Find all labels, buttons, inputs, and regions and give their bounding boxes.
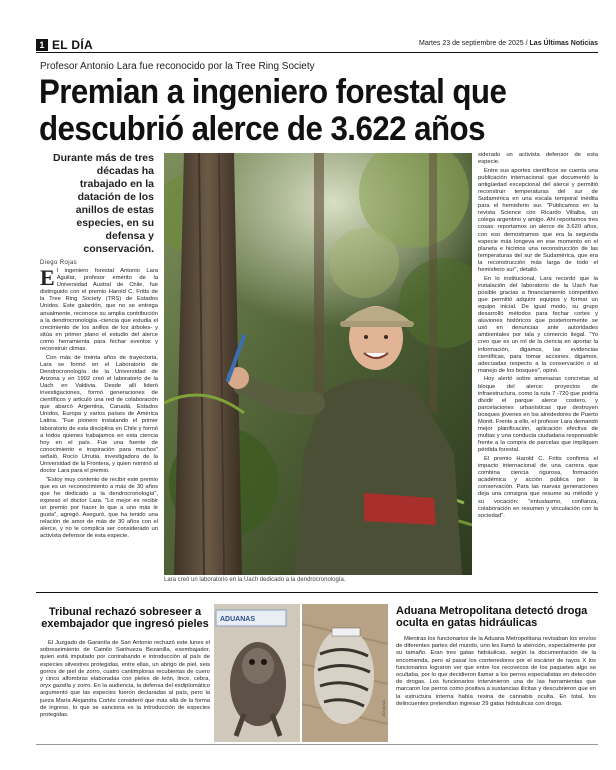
customs-tag-label: ADUANAS bbox=[220, 616, 255, 623]
dateline bbox=[419, 40, 598, 47]
section-number-icon: 1 bbox=[36, 39, 48, 51]
article-kicker: Profesor Antonio Lara fue reconocido por la Tree Ring Society bbox=[40, 61, 315, 72]
story-left-body bbox=[40, 640, 210, 740]
headline-line-1: Premian a ingeniero forestal que bbox=[39, 73, 507, 111]
photo-credit: ADUANA bbox=[381, 700, 386, 717]
paragraph: El ingeniero forestal Antonio Lara Aguilar, profesor emérito de la Universidad Austral de Chile, fue distinguido con el premio Harold C. Fritts de la Tree Ring Society (TRS) de Estados Unidos. Este galardón, que no se entrega anualmente, reconoce su amplia contribución a la dendrocronología -ciencia que estudia el crecimiento de los anillos de los árboles- y sitúa en primer plano el estudio del alerce como herramienta para fechar eventos y reconstruir climas. bbox=[40, 268, 158, 353]
paragraph: Hoy alertó sobre amenazas concretas al bloque del alerce: proyectos de infraestructura, como la ruta 7 -720 que podría dividir el parque alerce costero, y parcelaciones urbanísticas que destruyen bosques jóvenes en los alrededores de Puerto Montt. Frente a ello, el profesor Lara demandó mejor planificación, aplicación efectiva de multas y una conducta ciudadana responsable frente a la compra de parcelas que impliquen pérdida forestal. bbox=[478, 376, 598, 454]
masthead bbox=[36, 38, 598, 52]
article-byline: Diego Rojas bbox=[40, 260, 78, 266]
section-label bbox=[36, 38, 93, 52]
section-name: EL DÍA bbox=[52, 38, 93, 52]
paragraph: En lo institucional, Lara recordó que la instalación del laboratorio de la Uach fue posible gracias a financiamiento competitivo que permitió adquirir equipos y formar un equipo inicial. De igual modo, su grupo desarrolló métodos para fechar cortes y aluviones históricos que posteriormente se usó en denuncias ante autoridades ambientales por tala y comercio ilegal. "Yo creo que es un rol de la ciencia en aportar la información, digamos, las evidencias científicas, para tomar acciones, digamos, adecuadas respecto a la conservación o al manejo de los bosques", opinó. bbox=[478, 275, 598, 374]
forest-portrait-illustration bbox=[164, 153, 472, 575]
story-right-headline: Aduana Metropolitana detectó droga oculta en gatas hidráulicas bbox=[396, 605, 588, 629]
story-right-body bbox=[396, 636, 596, 740]
bottom-rule bbox=[36, 744, 598, 745]
pelt-photo-1 bbox=[214, 604, 300, 742]
paragraph: Mientras los funcionarios de la Aduana Metropolitana revisaban los envíos de diferentes partes del mundo, uno les llamó la atención, especialmente por su tamaño. Eran tres gatas hidráulicas, según la documentación de la encomienda, pero al pasar los contenedores por el escáner de rayos X los funcionarios lograron ver que entre los recovecos de los paquetes algo se ocultaba, por lo que decidieron llamar a los perros especialistas en detección de drogas. Los funcionarios intervinieron una de las herramientas que marcaron los perros como positiva a sustancias ilícitas y descubrieron que en la estructura interna había resina de cannabis oculta. En total, los delincuentes pretendían ingresar 29 gatas hidráulicas con droga. bbox=[396, 636, 596, 707]
zebra-pelt-illustration bbox=[302, 604, 388, 742]
dateline-separator: / bbox=[523, 40, 530, 47]
article-headline bbox=[39, 73, 507, 148]
section-divider bbox=[36, 592, 598, 593]
publication-name: Las Últimas Noticias bbox=[529, 40, 598, 47]
story-left-headline: Tribunal rechazó sobreseer a exembajador que ingresó pieles bbox=[41, 606, 209, 630]
top-rule bbox=[36, 52, 598, 53]
paragraph: Entre sus aportes científicos se cuenta una publicación internacional que documentó la antigüedad excepcional del alerce y permitió reconstruir temperaturas del sur de Sudamérica en una escala temporal inédita para el hemisferio sur. "Publicamos en la revista Science con Ricardo Villalba, un colega argentino y amigo. Ahí reportamos tres cosas: reportamos un alerce de 3.620 años, con eso demostramos que era la segunda especie más longeva en ese momento en el planeta e hicimos una reconstrucción de las temperaturas del sur de Sudamérica, que era la reconstrucción más larga de todo el hemisferio sur", detalló. bbox=[478, 167, 598, 273]
photo-caption: Lara creó un laboratorio en la Uach dedicado a la dendrocronología. bbox=[164, 577, 346, 583]
pelt-photo-2 bbox=[302, 604, 388, 742]
fur-pelt-illustration bbox=[214, 604, 300, 742]
headline-line-2: descubrió alerce de 3.622 años bbox=[39, 110, 485, 148]
paragraph: El premio Harold C. Fritts confirma el impacto internacional de una carrera que combina ciencia rigurosa, formación académica y acción pública por la conservación. Para las nuevas generaciones deja una consigna que resume su método y su vocación: "entusiasmo, confianza, colaboración en resumen y vinculación con la sociedad". bbox=[478, 455, 598, 519]
date: Martes 23 de septiembre de 2025 bbox=[419, 40, 524, 47]
article-left-column bbox=[40, 268, 158, 586]
paragraph: El Juzgado de Garantía de San Antonio rechazó este lunes el sobreseimiento de Camilo Sanhueza Bezanilla, exembajador, quien está imputado por contrabando e introducción al país de especies silvestres protegidas, entre ellas, un abrigo de piel, seis gorros de piel de zorro, cuatro cantimploras recubiertas de cuero y cinco alfombras elaboradas con pieles de león, lince, cebra, oryx gazella y zorro. En la audiencia, la defensa del exdiplomático argumentó que las especies fueron declaradas al país, pero la jueza María Alejandra Cortés consideró que más allá de la forma de ingreso, lo que se sanciona es la introducción de especies protegidas. bbox=[40, 640, 210, 719]
paragraph: siderado un activista defensor de esta especie. bbox=[478, 152, 598, 166]
article-deck: Durante más de tres décadas ha trabajado en la datación de los anillos de estas especies, en su defensa y conservación. bbox=[53, 152, 154, 255]
article-right-column bbox=[478, 152, 598, 584]
dropcap: E bbox=[40, 268, 55, 290]
paragraph: Con más de treinta años de trayectoria, Lara se formó en el Laboratorio de Dendrocronología de la Universidad de Arizona y en 1992 creó el laboratorio de la Uach en Valdivia. Desde allí lideró investigaciones, formó generaciones de científicos y articuló una red de colaboración que abarcó Argentina, Canadá, Estados Unidos, Europa y varios países de América Latina. "Fue pionero instalando el primer laboratorio de esta disciplina en Chile y formó a todos quienes trabajamos en esta ciencia hoy en el país. Fue una fuente de conocimiento e inspiración para muchos" señaló, Rocío Urrutia, investigadora de la Universidad de la Frontera, y quien nominó al doctor Lara para el premio. bbox=[40, 354, 158, 475]
main-photo bbox=[164, 153, 472, 575]
paragraph: "Estoy muy contento de recibir este premio que es un reconocimiento a más de 30 años que he dedicado a la dendrocronología", expresó el doctor Lara. "Lo mejor es recibir un premio por hacer lo que a uno más le gusta", agregó. Aseguró, que ha tenido una relación de amor de más de 30 años con el alerce, y no le complica ser considerado un activista defensor de esta especie. bbox=[40, 476, 158, 540]
